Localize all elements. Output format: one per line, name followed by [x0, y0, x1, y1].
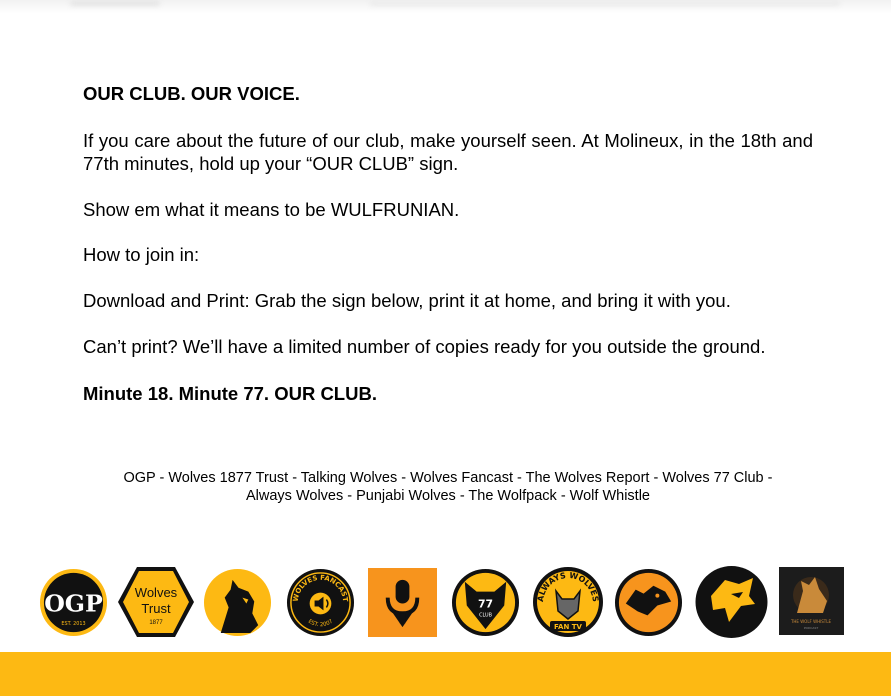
paragraph-how-to: How to join in: — [83, 244, 200, 265]
top-fade — [0, 0, 891, 14]
paragraph-download: Download and Print: Grab the sign below, print it at home, and bring it with you. — [83, 290, 731, 311]
trust-line-3: 1877 — [149, 620, 163, 626]
message-body — [83, 82, 813, 405]
faded-header-element — [370, 0, 840, 6]
ogp-logo-sub: EST. 2013 — [61, 621, 86, 628]
ogp-logo-text: OGP — [44, 589, 103, 618]
closing-line: Minute 18. Minute 77. OUR CLUB. — [83, 383, 377, 404]
heading: OUR CLUB. OUR VOICE. — [83, 83, 300, 104]
partners-list — [83, 469, 813, 505]
fancast-bottom-text: EST. 2007 — [306, 618, 335, 629]
trust-line-2: Trust — [141, 601, 171, 616]
wolves-77-club-logo[interactable] — [451, 568, 520, 637]
punjabi-wolves-logo[interactable] — [614, 568, 683, 637]
wolves-trust-logo[interactable] — [117, 566, 195, 638]
paragraph-wulfrunian: Show em what it means to be WULFRUNIAN. — [83, 199, 460, 220]
wolf-whistle-line-2: PODCAST — [803, 626, 819, 630]
talking-wolves-logo[interactable] — [203, 568, 272, 637]
fancast-top-text: WOLVES FANCAST — [291, 573, 350, 603]
ogp-logo[interactable] — [39, 568, 108, 637]
club77-text: 77 — [477, 597, 494, 611]
footer-bar — [0, 652, 891, 696]
paragraph-cant-print: Can’t print? We’ll have a limited number of copies ready for you outside the ground. — [83, 336, 766, 357]
trust-line-1: Wolves — [134, 585, 178, 600]
paragraph-intro: If you care about the future of our club, make yourself seen. At Molineux, in the 18th and 77th minutes, hold up your “OUR CLUB” sign. — [83, 130, 813, 174]
wolves-fancast-logo[interactable] — [286, 568, 355, 637]
wolfpack-logo[interactable] — [695, 566, 768, 638]
always-wolves-bottom-text: FAN TV — [554, 623, 582, 631]
wolf-whistle-logo[interactable] — [779, 567, 844, 635]
club77-sub: CLUB — [479, 612, 492, 619]
always-wolves-top-text: ALWAYS WOLVES — [535, 570, 601, 603]
wolves-report-logo[interactable] — [368, 568, 437, 637]
partners-line-2: Always Wolves - Punjabi Wolves - The Wolfpack - Wolf Whistle — [246, 488, 650, 504]
always-wolves-logo[interactable] — [532, 567, 604, 638]
faded-header-element — [70, 0, 160, 6]
partners-line-1: OGP - Wolves 1877 Trust - Talking Wolves - Wolves Fancast - The Wolves Report - Wolves 77 Club - — [123, 470, 773, 486]
wolf-whistle-line-1: THE WOLF WHISTLE — [790, 619, 832, 624]
